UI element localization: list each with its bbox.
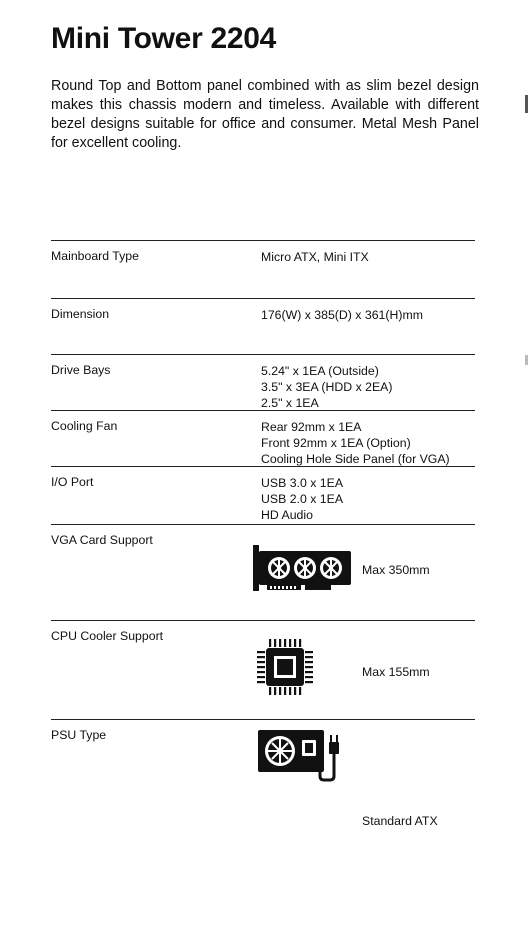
spec-label: Cooling Fan: [51, 419, 118, 433]
spec-value-line: USB 3.0 x 1EA: [261, 476, 344, 490]
spec-label: VGA Card Support: [51, 533, 153, 547]
spec-row-cpu-cooler: [51, 620, 475, 720]
spec-row-io-port: [51, 466, 475, 525]
spec-value: Max 350mm: [362, 563, 430, 577]
spec-row-psu-type: [51, 719, 475, 840]
spec-value-line: 3.5" x 3EA (HDD x 2EA): [261, 380, 393, 394]
spec-label: I/O Port: [51, 475, 94, 489]
spec-row-dimension: [51, 298, 475, 355]
spec-value: [261, 419, 450, 467]
spec-label: Dimension: [51, 307, 110, 321]
spec-row-cooling-fan: [51, 410, 475, 467]
spec-value: [261, 363, 392, 411]
graphics-card-icon: [253, 545, 353, 602]
spec-value-line: HD Audio: [261, 508, 313, 522]
spec-label: PSU Type: [51, 728, 107, 742]
spec-value-line: 2.5" x 1EA: [261, 396, 319, 410]
spec-value-line: 176(W) x 385(D) x 361(H)mm: [261, 308, 423, 322]
product-title: Mini Tower 2204: [51, 22, 277, 55]
spec-value-line: USB 2.0 x 1EA: [261, 492, 344, 506]
spec-value: Max 155mm: [362, 665, 430, 679]
spec-value-line: 5.24" x 1EA (Outside): [261, 364, 379, 378]
spec-value: [261, 475, 343, 523]
power-supply-icon: [258, 726, 350, 787]
spec-row-drive-bays: [51, 354, 475, 411]
spec-value-line: Rear 92mm x 1EA: [261, 420, 362, 434]
spec-label: Drive Bays: [51, 363, 111, 377]
spec-label: CPU Cooler Support: [51, 629, 164, 643]
spec-value-line: Front 92mm x 1EA (Option): [261, 436, 411, 450]
spec-table: [51, 240, 475, 880]
spec-row-vga-support: [51, 524, 475, 621]
spec-value-line: Cooling Hole Side Panel (for VGA): [261, 452, 450, 466]
spec-value: Standard ATX: [362, 814, 438, 828]
spec-value: [261, 307, 423, 323]
spec-label: Mainboard Type: [51, 249, 139, 263]
spec-row-mainboard: [51, 240, 475, 299]
spec-value: [261, 249, 369, 265]
cpu-chip-icon: [257, 639, 313, 700]
product-description: Round Top and Bottom panel combined with as slim bezel design makes this chassis modern and timeless. Available with different bezel designs suitable for office and consumer. Metal Mesh Panel for excellent cooling.: [51, 78, 479, 151]
spec-value-line: Micro ATX, Mini ITX: [261, 250, 369, 264]
